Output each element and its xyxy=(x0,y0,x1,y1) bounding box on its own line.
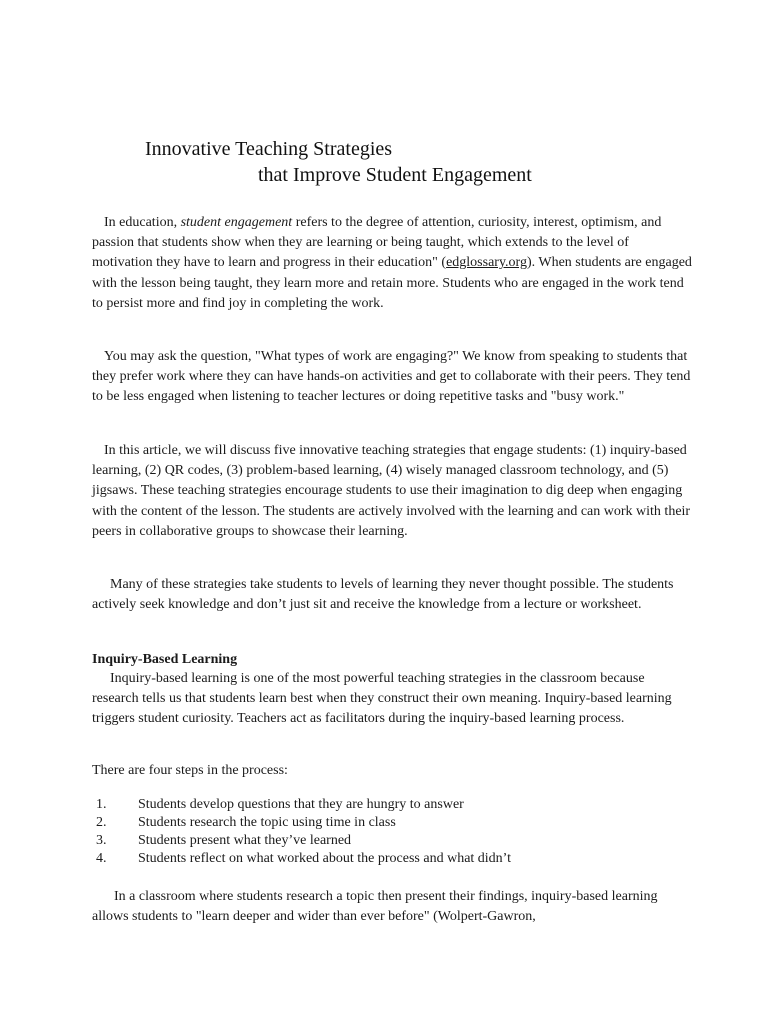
strategies-paragraph xyxy=(92,441,692,542)
step-number: 4. xyxy=(96,851,107,866)
classroom-paragraph-text: In a classroom where students research a topic then present their findings, inquiry-based learning allows students to "learn deeper and wider than ever before" (Wolpert-Gawron, xyxy=(92,889,658,925)
step-text: Students reflect on what worked about the process and what didn’t xyxy=(138,851,511,866)
question-paragraph-text: You may ask the question, "What types of work are engaging?" We know from speaking to students that they prefer work where they can have hands-on activities and get to collaborate with their peers. They tend to be less engaged when listening to teacher lectures or doing repetitive tasks and "busy work." xyxy=(92,349,691,405)
classroom-paragraph xyxy=(92,887,692,927)
step-text: Students present what they’ve learned xyxy=(138,833,352,848)
inquiry-paragraph-text: Inquiry-based learning is one of the most powerful teaching strategies in the classroom because research tells us that students learn best when they construct their own meaning. Inquiry-based learning triggers student curiosity. Teachers act as facilitators during the inquiry-based learning process. xyxy=(92,671,672,727)
steps-list xyxy=(96,796,656,868)
steps-intro: There are four steps in the process: xyxy=(92,763,288,778)
inquiry-paragraph xyxy=(92,669,692,730)
step-text: Students develop questions that they are hungry to answer xyxy=(138,797,464,812)
intro-conclusion: ). When students are engaged with the lesson being taught, they learn more and retain more. Students who are engaged in the work tend to persist more and find joy in completing the work. xyxy=(92,255,692,311)
intro-definition: refers to the degree of attention, curiosity, interest, optimism, and passion that students show when they are learning or being taught, which extends to the level of motivation they have to learn and progress in their education" ( xyxy=(92,215,662,271)
document-title-line-1: Innovative Teaching Strategies xyxy=(145,138,393,160)
document-title-line-2: that Improve Student Engagement xyxy=(258,164,532,186)
student-engagement-term: student engagement xyxy=(180,215,293,230)
list-item xyxy=(96,850,656,868)
step-number: 3. xyxy=(96,833,107,848)
list-item xyxy=(96,814,656,832)
list-item xyxy=(96,832,656,850)
intro-paragraph xyxy=(92,213,692,314)
edglossary-link[interactable]: edglossary.org xyxy=(446,255,527,271)
question-paragraph xyxy=(92,347,692,408)
step-number: 2. xyxy=(96,815,107,830)
inquiry-heading: Inquiry-Based Learning xyxy=(92,652,238,667)
list-item xyxy=(96,796,656,814)
step-number: 1. xyxy=(96,797,107,812)
levels-paragraph xyxy=(92,575,692,615)
strategies-paragraph-text: In this article, we will discuss five innovative teaching strategies that engage students: (1) inquiry-based learning, (2) QR codes, (3) problem-based learning, (4) wisely managed classroom technology, and (5) jigsaws. These teaching strategies encourage students to use their imagination to dig deep when engaging with the content of the lesson. The students are actively involved with the learning and can work with their peers in collaborative groups to showcase their learning. xyxy=(92,443,691,539)
step-text: Students research the topic using time in class xyxy=(138,815,396,830)
intro-lead: In education, xyxy=(104,215,181,230)
levels-paragraph-text: Many of these strategies take students to levels of learning they never thought possible. The students actively seek knowledge and don’t just sit and receive the knowledge from a lecture or worksheet. xyxy=(92,577,674,613)
